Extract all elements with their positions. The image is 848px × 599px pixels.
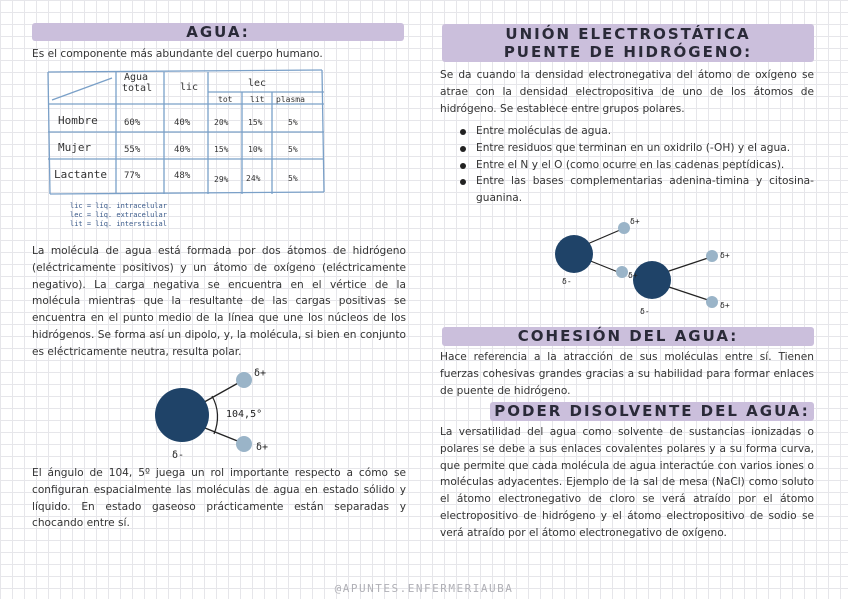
cell: 48% (174, 171, 191, 181)
section-title-agua: AGUA: (32, 23, 404, 41)
list-item: Entre residuos que terminan en un oxidrilo (-OH) y el agua. (440, 140, 814, 157)
cell: 60% (124, 118, 141, 128)
water-molecule-diagram (140, 362, 320, 462)
agua-intro: Es el componente más abundante del cuerpo humano. (32, 48, 323, 60)
header-lec: lec (248, 78, 267, 89)
cell: 77% (124, 171, 141, 181)
cell: 20% (214, 118, 229, 127)
oxygen-atom (555, 235, 593, 273)
header-agua-total-1: Agua (124, 72, 149, 83)
cell: 15% (248, 118, 263, 127)
list-item: Entre moléculas de agua. (440, 123, 814, 140)
section-title-cohesion: COHESIÓN DEL AGUA: (442, 327, 814, 346)
header-lic: lic (180, 82, 199, 93)
hydrogen-bond-paragraph: Se da cuando la densidad electronegativa del átomo de oxígeno se atrae con la densidad electropositiva de uno de los átomos de hidrógeno. Se establece entre grupos polares. (440, 69, 814, 115)
cell: 55% (124, 145, 141, 155)
header-tot: tot (218, 95, 233, 104)
cell: 5% (288, 118, 298, 127)
solvent-paragraph: La versatilidad del agua como solvente de sustancias ionizadas o polares se debe a sus enlaces covalentes polares y a su forma curva, que permite que cada molécula de agua interactúe con varios iones o moléculas adyacentes. Ejemplo de la sal de mesa (NaCl) como soluto el átomo electronegativo de cloro se verá atraído por el átomo electropositivo de hidrógeno y el átomo electropositivo de sodio se verá atraído por el átomo electronegativo de oxígeno. (440, 426, 814, 539)
hydrogen-atom (706, 296, 718, 308)
footer-handle: @APUNTES.ENFERMERIAUBA (334, 582, 514, 595)
angle-label: 104,5° (226, 409, 263, 420)
cell: 40% (174, 145, 191, 155)
water-composition-table (32, 64, 332, 204)
cell: 5% (288, 145, 298, 154)
cell: 40% (174, 118, 191, 128)
hydrogen-atom (236, 436, 252, 452)
table-legend (70, 202, 167, 229)
legend-item: lec = líq. extracelular (70, 211, 167, 219)
hydrogen-bond-diagram (548, 212, 748, 324)
row-label: Lactante (54, 168, 107, 181)
delta-plus-label: δ+ (630, 217, 640, 226)
cohesion-paragraph: Hace referencia a la atracción de sus moléculas entre sí. Tienen fuerzas cohesivas grandes gracias a su habilidad para formar enlaces de puente de hidrógeno. (440, 351, 814, 397)
delta-minus-label: δ- (562, 277, 572, 286)
oxygen-atom (633, 261, 671, 299)
delta-plus-label: δ+ (720, 251, 730, 260)
hydrogen-bond-list (440, 123, 814, 207)
angle-paragraph: El ángulo de 104, 5º juega un rol importante respecto a cómo se configuran espacialmente las moléculas de agua en estado sólido y líquido. En estado gaseoso prácticamente están separadas y chocando entre sí. (32, 467, 406, 530)
cell: 15% (214, 145, 229, 154)
hydrogen-atom (706, 250, 718, 262)
delta-plus-label: δ+ (256, 442, 269, 453)
header-plasma: plasma (276, 95, 305, 104)
legend-item: lit = líq. intersticial (70, 220, 167, 228)
header-agua-total-2: total (122, 83, 153, 94)
section-title-puente-hidrogeno: UNIÓN ELECTROSTÁTICA PUENTE DE HIDRÓGENO: (442, 24, 814, 62)
list-item: Entre las bases complementarias adenina-timina y citosina-guanina. (440, 173, 814, 207)
hydrogen-atom (618, 222, 630, 234)
hydrogen-atom (616, 266, 628, 278)
section-title-poder-disolvente: PODER DISOLVENTE DEL AGUA: (490, 402, 814, 421)
molecule-paragraph: La molécula de agua está formada por dos átomos de hidrógeno (eléctricamente positivos) y un átomo de oxígeno (eléctricamente negativo). La carga negativa se encuentra en el vértice de la molécula mientras que la resultante de las cargas positivas se encuentra en el punto medio de la línea que une los núcleos de los hidrógenos. Se forma así un dipolo, y, la molécula, si bien en conjunto es eléctricamente neutra, resulta polar. (32, 245, 406, 358)
delta-plus-label: δ+ (720, 301, 730, 310)
cell: 24% (246, 174, 261, 183)
delta-plus-label: δ+ (628, 271, 638, 280)
oxygen-atom (155, 388, 209, 442)
hydrogen-atom (236, 372, 252, 388)
cell: 29% (214, 175, 229, 184)
cell: 10% (248, 145, 263, 154)
list-item: Entre el N y el O (como ocurre en las cadenas peptídicas). (440, 157, 814, 174)
row-label: Hombre (58, 114, 98, 127)
legend-item: lic = líq. intracelular (70, 202, 167, 210)
header-lit: lit (250, 95, 265, 104)
cell: 5% (288, 174, 298, 183)
delta-minus-label: δ- (172, 450, 185, 461)
delta-plus-label: δ+ (254, 368, 267, 379)
row-label: Mujer (58, 141, 92, 154)
delta-minus-label: δ- (640, 307, 650, 316)
